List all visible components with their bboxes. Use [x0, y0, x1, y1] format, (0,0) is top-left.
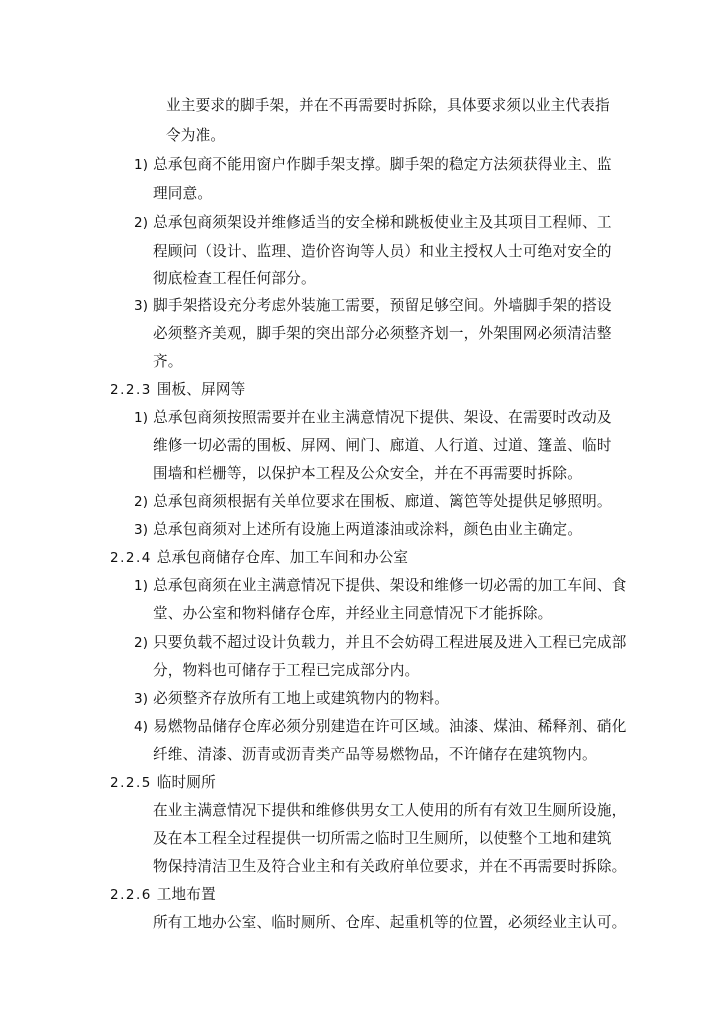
scaffold-item-3-cont-2: 齐。 — [153, 353, 183, 370]
item-text: 总承包商须按照需要并在业主满意情况下提供、架设、在需要时改动及 — [153, 409, 612, 426]
section-224-item-2-cont: 分，物料也可储存于工程已完成部分内。 — [153, 662, 420, 679]
section-heading-223 — [110, 380, 245, 400]
section-225-para-line-2: 及在本工程全过程提供一切所需之临时卫生厕所，以使整个工地和建筑 — [153, 830, 612, 847]
item-text: 总承包商须对上述所有设施上两道漆油或涂料，颜色由业主确定。 — [153, 521, 583, 538]
section-heading-224 — [110, 548, 408, 568]
item-number: 2) — [134, 494, 149, 510]
section-223-item-1-cont-1: 维修一切必需的围板、屏网、闸门、廊道、人行道、过道、篷盖、临时 — [153, 437, 612, 454]
section-heading-225 — [110, 773, 216, 793]
section-224-item-1-cont: 堂、办公室和物料储存仓库，并经业主同意情况下才能拆除。 — [153, 605, 553, 622]
section-224-item-1 — [134, 576, 627, 596]
item-number: 1) — [134, 578, 149, 594]
section-title: 总承包商储存仓库、加工车间和办公室 — [156, 549, 409, 566]
section-226-para-line-1: 所有工地办公室、临时厕所、仓库、起重机等的位置，必须经业主认可。 — [153, 914, 627, 931]
item-text: 总承包商不能用窗户作脚手架支撑。脚手架的稳定方法须获得业主、监 — [153, 156, 612, 173]
section-224-item-4 — [134, 717, 627, 737]
item-text: 只要负载不超过设计负载力，并且不会妨碍工程进展及进入工程已完成部 — [153, 634, 627, 651]
item-text: 必须整齐存放所有工地上或建筑物内的物料。 — [153, 690, 449, 707]
section-225-para-line-3: 物保持清洁卫生及符合业主和有关政府单位要求，并在不再需要时拆除。 — [153, 858, 627, 875]
section-number: 2.2.5 — [110, 775, 152, 791]
section-224-item-2 — [134, 633, 627, 653]
item-number: 1) — [134, 157, 149, 173]
section-223-item-1-cont-2: 围墙和栏栅等，以保护本工程及公众安全，并在不再需要时拆除。 — [153, 465, 583, 482]
item-text: 总承包商须在业主满意情况下提供、架设和维修一切必需的加工车间、食 — [153, 577, 627, 594]
section-223-item-3 — [134, 520, 582, 540]
section-title: 工地布置 — [156, 886, 216, 903]
item-text: 总承包商须架设并维修适当的安全梯和跳板使业主及其项目工程师、工 — [153, 214, 612, 231]
scaffold-item-2 — [134, 213, 612, 233]
item-text: 易燃物品储存仓库必须分别建造在许可区域。油漆、煤油、稀释剂、硝化 — [153, 718, 627, 735]
item-text: 总承包商须根据有关单位要求在围板、廊道、篱笆等处提供足够照明。 — [153, 493, 612, 510]
item-number: 4) — [134, 719, 149, 735]
scaffold-item-3-cont-1: 必须整齐美观，脚手架的突出部分必须整齐划一，外架围网必须清洁整 — [153, 325, 612, 342]
scaffold-item-3 — [134, 296, 612, 316]
intro-line-2: 令为准。 — [166, 127, 226, 144]
section-number: 2.2.4 — [110, 550, 152, 566]
intro-line-1: 业主要求的脚手架，并在不再需要时拆除，具体要求须以业主代表指 — [166, 97, 610, 114]
item-number: 1) — [134, 410, 149, 426]
item-text: 脚手架搭设充分考虑外装施工需要，预留足够空间。外墙脚手架的搭设 — [153, 297, 612, 314]
section-224-item-4-cont: 纤维、清漆、沥青或沥青类产品等易燃物品，不许储存在建筑物内。 — [153, 746, 597, 763]
item-number: 3) — [134, 298, 149, 314]
section-223-item-2 — [134, 492, 612, 512]
section-224-item-3 — [134, 689, 449, 709]
item-number: 2) — [134, 215, 149, 231]
item-number: 3) — [134, 691, 149, 707]
scaffold-item-2-cont-2: 彻底检查工程任何部分。 — [153, 270, 316, 287]
section-heading-226 — [110, 885, 216, 905]
section-225-para-line-1: 在业主满意情况下提供和维修供男女工人使用的所有有效卫生厕所设施， — [153, 802, 627, 819]
section-223-item-1 — [134, 408, 612, 428]
section-number: 2.2.6 — [110, 887, 152, 903]
item-number: 2) — [134, 635, 149, 651]
scaffold-item-2-cont-1: 程顾问（设计、监理、造价咨询等人员）和业主授权人士可绝对安全的 — [153, 243, 612, 260]
section-title: 围板、屏网等 — [156, 381, 246, 398]
scaffold-item-1 — [134, 155, 612, 175]
scaffold-item-1-cont: 理同意。 — [153, 185, 213, 202]
item-number: 3) — [134, 522, 149, 538]
section-title: 临时厕所 — [156, 774, 216, 791]
section-number: 2.2.3 — [110, 382, 152, 398]
